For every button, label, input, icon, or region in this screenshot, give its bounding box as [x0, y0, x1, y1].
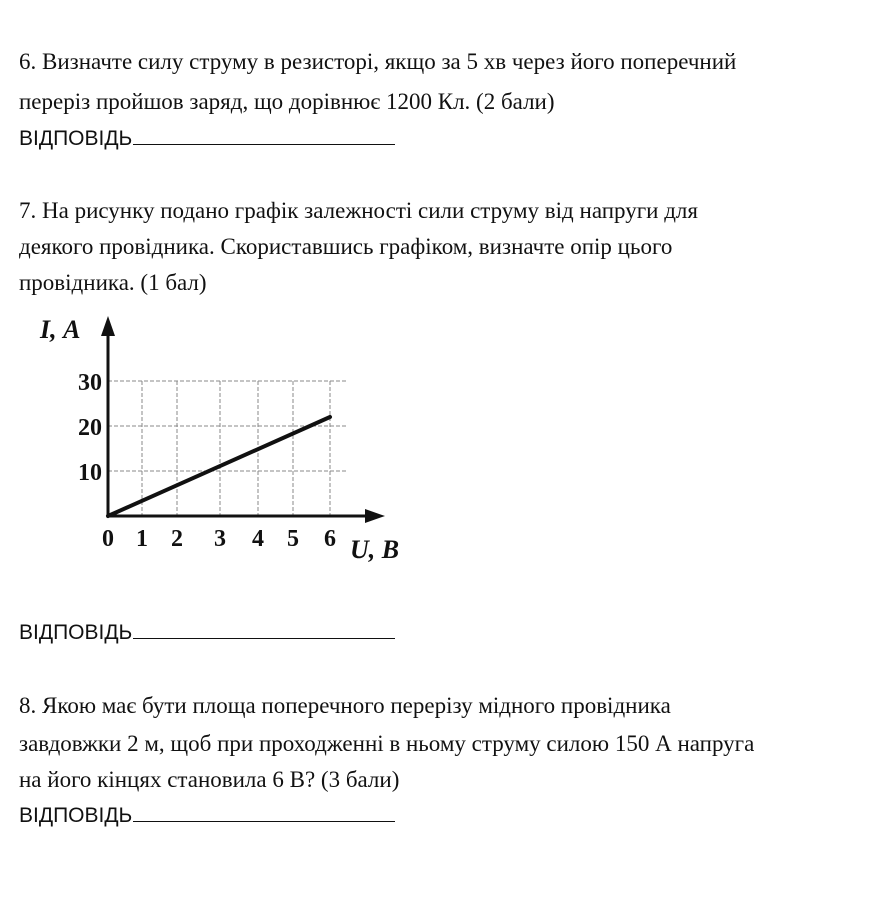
- x-tick-label: 2: [171, 526, 183, 552]
- x-tick-label: 4: [252, 526, 264, 552]
- x-tick-label: 6: [324, 526, 336, 552]
- q7-answer: [19, 618, 395, 648]
- q7-text-line-2: деякого провідника. Скориставшись графіком, визначте опір цього: [19, 234, 673, 259]
- q7-answer-label: ВІДПОВІДЬ: [19, 621, 133, 644]
- x-tick-label: 1: [136, 526, 148, 552]
- q7-answer-blank[interactable]: [133, 618, 395, 639]
- y-axis-arrow: [101, 316, 115, 336]
- x-tick-label: 3: [214, 526, 226, 552]
- y-tick-label: 20: [78, 415, 102, 441]
- x-tick-label: 5: [287, 526, 299, 552]
- current-voltage-graph: [0, 300, 440, 575]
- q8-text-line-2: завдовжки 2 м, щоб при проходженні в ньому струму силою 150 А напруга: [19, 731, 755, 756]
- series-line-i-u: [108, 417, 330, 516]
- y-axis-label: I, А: [40, 315, 81, 344]
- q7-text-line-1: 7. На рисунку подано графік залежності сили струму від напруги для: [19, 198, 698, 223]
- q6-text-line-2: переріз пройшов заряд, що дорівнює 1200 Кл. (2 бали): [19, 89, 555, 114]
- graph-series: [108, 417, 330, 516]
- q7-text-line-3: провідника. (1 бал): [19, 270, 207, 295]
- x-axis-label: U, В: [350, 535, 400, 564]
- q6-answer-label: ВІДПОВІДЬ: [19, 127, 133, 150]
- q8-answer-label: ВІДПОВІДЬ: [19, 804, 133, 827]
- q8-text-line-3: на його кінцях становила 6 В? (3 бали): [19, 767, 400, 792]
- y-tick-label: 10: [78, 460, 102, 486]
- x-axis-arrow: [365, 509, 385, 523]
- q8-answer-blank[interactable]: [133, 801, 395, 822]
- q6-answer-blank[interactable]: [133, 124, 395, 145]
- graph-axes: [101, 316, 385, 523]
- q6-text-line-1: 6. Визначте силу струму в резисторі, якщо за 5 хв через його поперечний: [19, 49, 737, 74]
- graph-ticks: [78, 370, 336, 552]
- x-tick-label: 0: [102, 526, 114, 552]
- graph-grid: [108, 381, 346, 516]
- q6-answer: [19, 124, 395, 154]
- y-tick-label: 30: [78, 370, 102, 396]
- q8-answer: [19, 801, 395, 831]
- q8-text-line-1: 8. Якою має бути площа поперечного перерізу мідного провідника: [19, 693, 671, 718]
